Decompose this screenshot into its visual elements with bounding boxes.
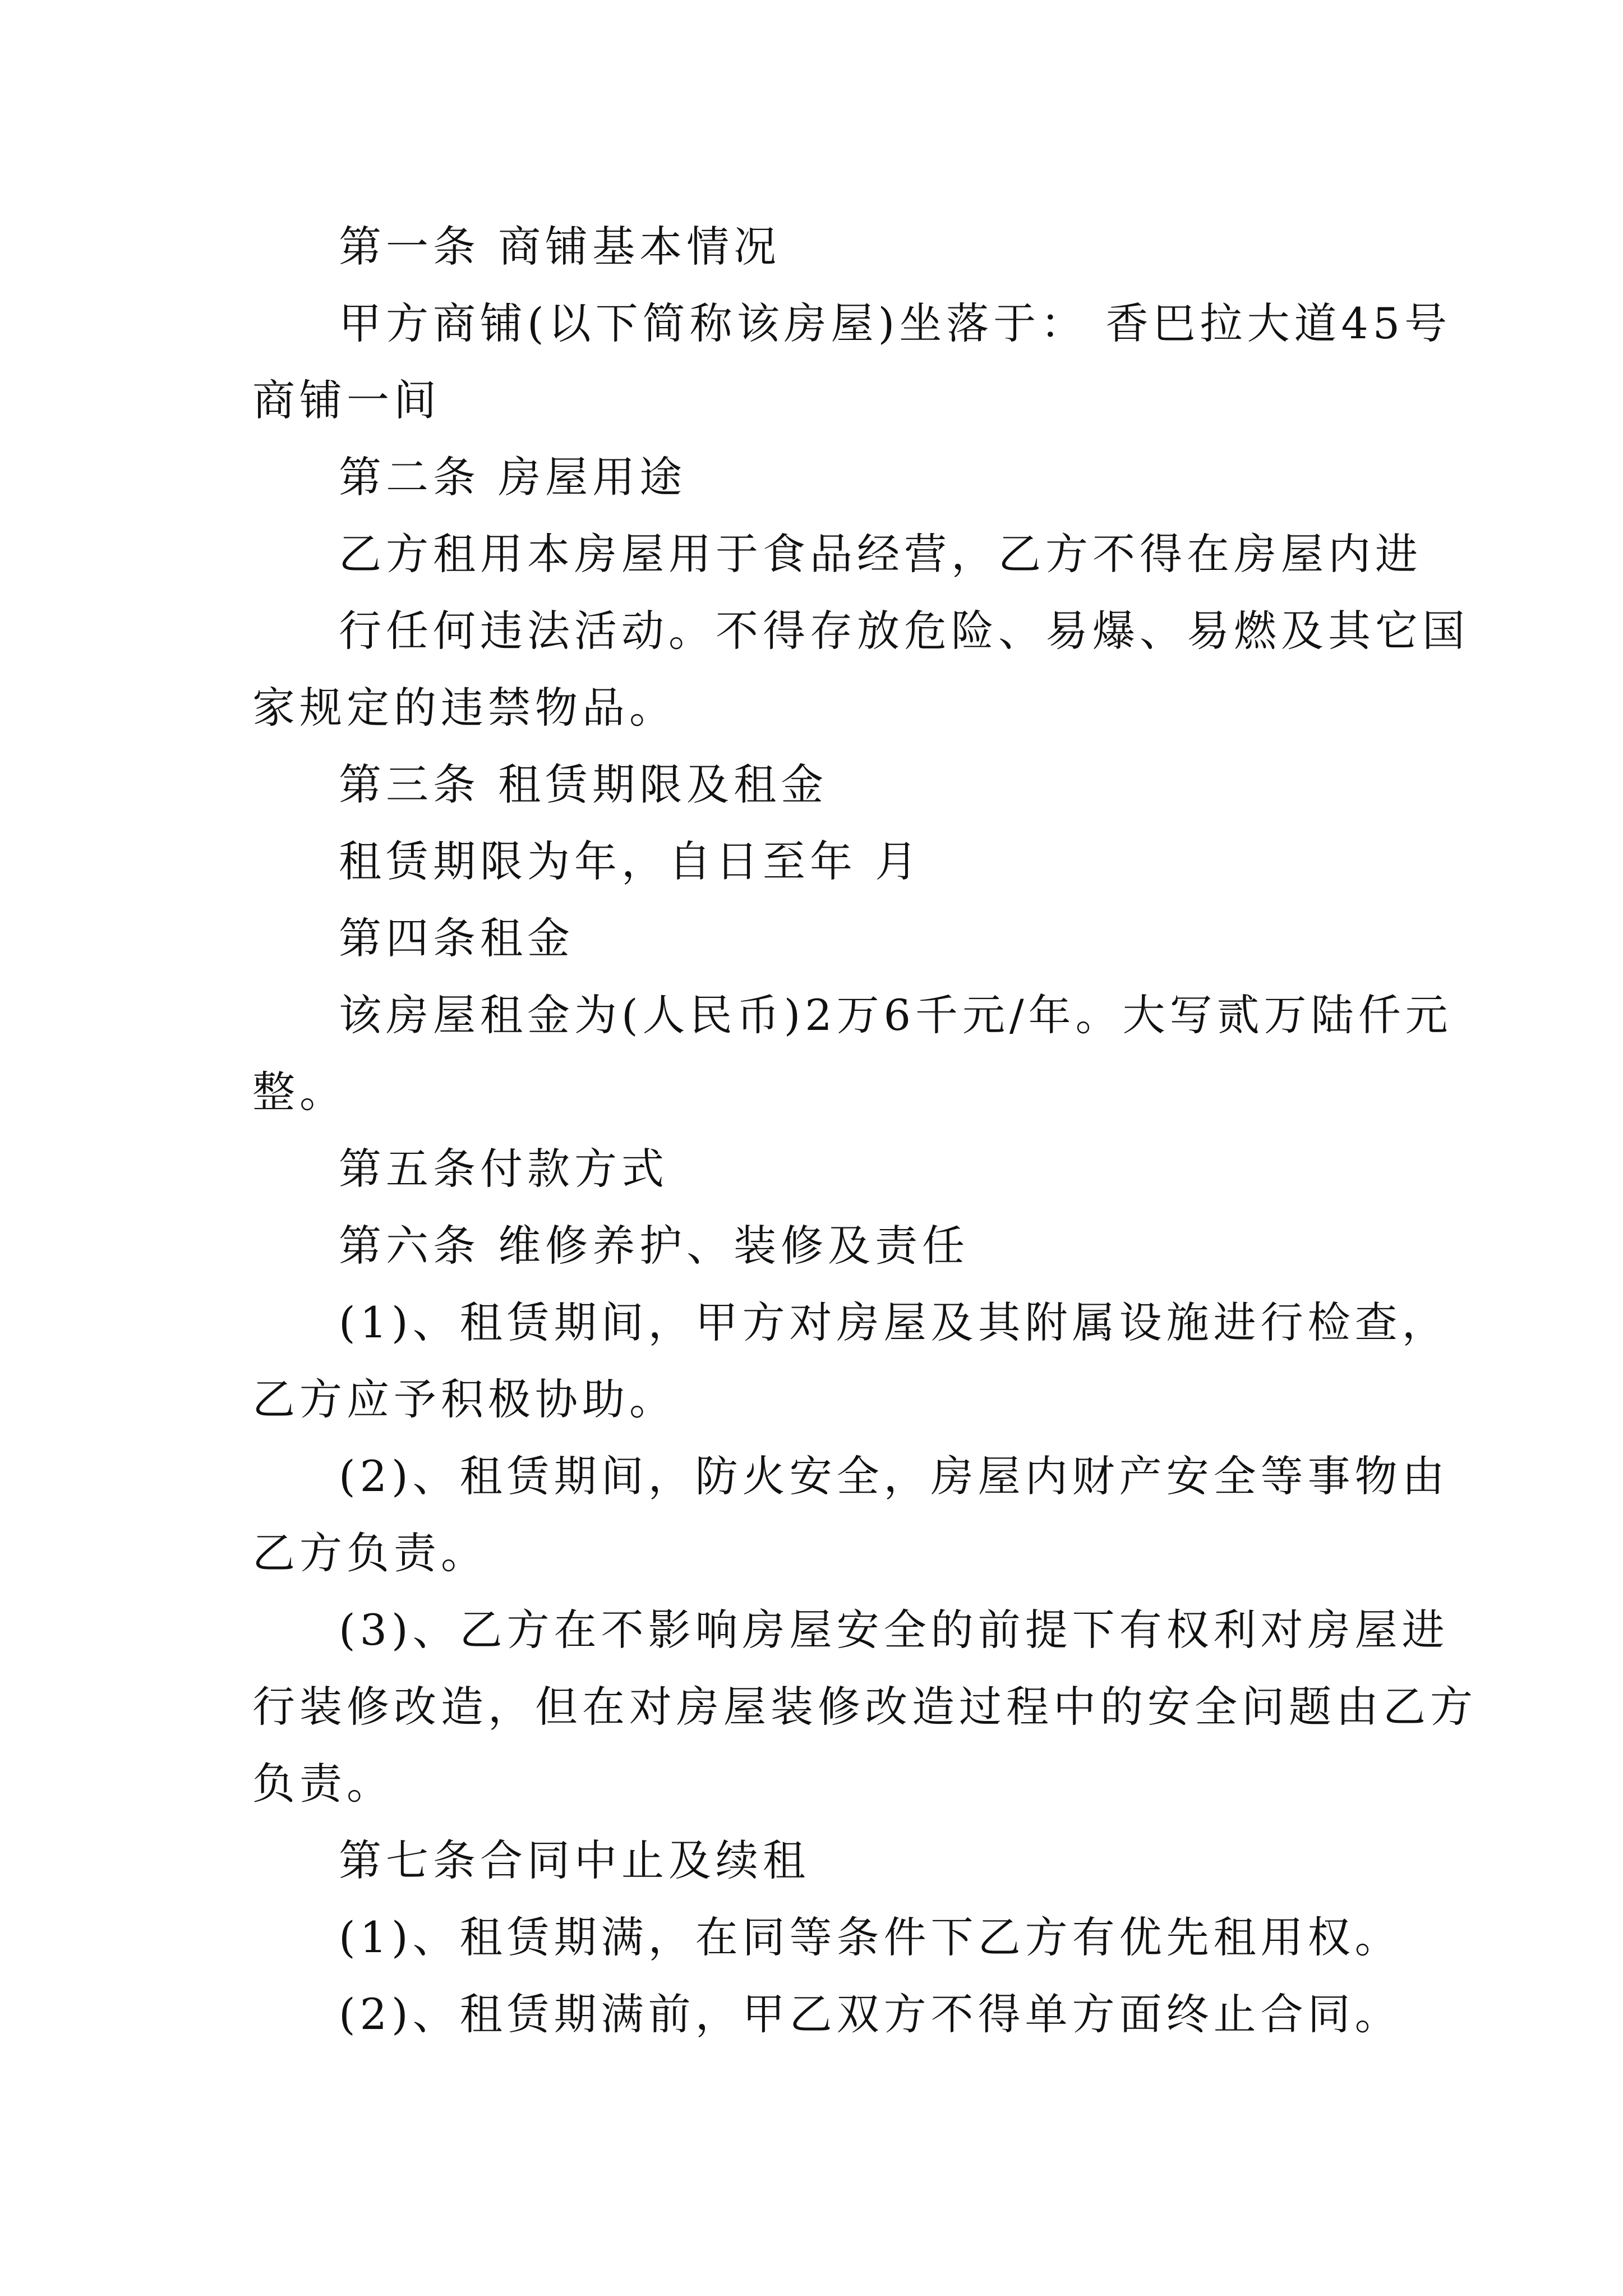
paragraph-line: 商铺一间: [252, 375, 441, 425]
paragraph-line: 乙方应予积极协助。: [252, 1374, 676, 1424]
paragraph-line: (3)、乙方在不影响房屋安全的前提下有权利对房屋进: [339, 1605, 1449, 1655]
article-4-heading: 第四条租金: [339, 913, 574, 963]
article-2-heading: 第二条 房屋用途: [339, 452, 687, 502]
paragraph-line: (1)、租赁期满，在同等条件下乙方有优先租用权。: [339, 1912, 1402, 1962]
article-1-heading: 第一条 商铺基本情况: [339, 222, 781, 272]
article-5-heading: 第五条付款方式: [339, 1144, 668, 1194]
paragraph-line: 甲方商铺(以下简称该房屋)坐落于： 香巴拉大道45号: [339, 298, 1452, 348]
paragraph-line: 乙方负责。: [252, 1528, 488, 1578]
paragraph-line: (2)、租赁期满前，甲乙双方不得单方面终止合同。: [339, 1989, 1402, 2039]
paragraph-line: (2)、租赁期间，防火安全，房屋内财产安全等事物由: [339, 1451, 1449, 1501]
paragraph-line: (1)、租赁期间，甲方对房屋及其附属设施进行检查，: [339, 1297, 1449, 1347]
paragraph-line: 行装修改造，但在对房屋装修改造过程中的安全问题由乙方: [252, 1682, 1477, 1732]
paragraph-line: 行任何违法活动。不得存放危险、易爆、易燃及其它国: [339, 606, 1469, 656]
paragraph-line: 负责。: [252, 1759, 394, 1809]
paragraph-line: 乙方租用本房屋用于食品经营，乙方不得在房屋内进: [339, 529, 1422, 579]
article-3-heading: 第三条 租赁期限及租金: [339, 760, 828, 809]
paragraph-line: 整。: [252, 1067, 347, 1117]
paragraph-line: 该房屋租金为(人民币)2万6千元/年。大写贰万陆仟元: [339, 990, 1453, 1040]
paragraph-line: 家规定的违禁物品。: [252, 683, 676, 733]
article-7-heading: 第七条合同中止及续租: [339, 1835, 810, 1885]
paragraph-line: 租赁期限为年，自日至年 月: [339, 836, 923, 886]
article-6-heading: 第六条 维修养护、装修及责任: [339, 1221, 970, 1271]
